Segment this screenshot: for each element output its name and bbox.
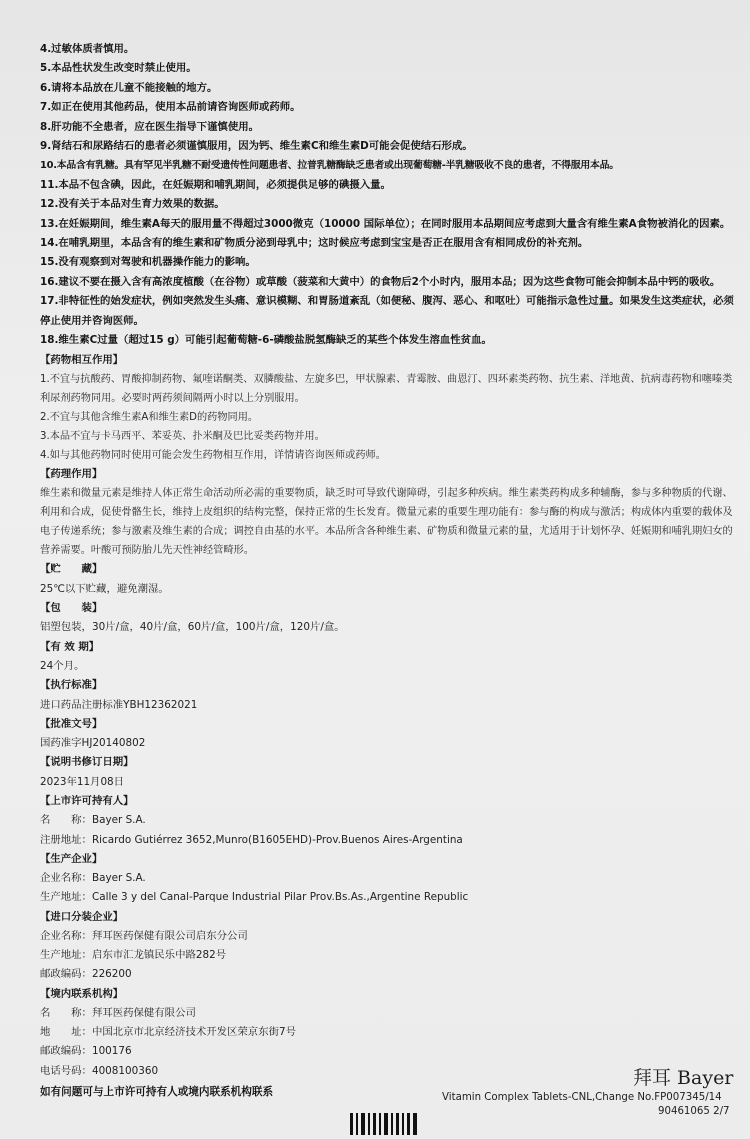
section-heading: 【上市许可持有人】 [40,794,134,807]
leaflet-content [40,40,745,1102]
storage-section [40,560,745,599]
brand-mark: 拜耳 Bayer [633,1067,734,1089]
precautions-list [40,40,745,351]
manufacturer-name-row [40,869,745,888]
field-value: 226200 [91,968,132,981]
field-label: 名 称： [40,814,92,827]
precaution-item: 12.没有关于本品对生育力效果的数据。 [40,198,225,211]
section-heading: 【有 效 期】 [40,640,100,653]
field-value: 拜耳医药保健有限公司启东分公司 [91,930,248,942]
section-heading: 【药理作用】 [40,467,103,480]
precaution-item: 11.本品不包含碘，因此，在妊娠期和哺乳期间，必须提供足够的碘摄入量。 [40,178,391,191]
section-heading: 【境内联系机构】 [40,987,124,1000]
pharmacology-text: 维生素和微量元素是维持人体正常生命活动所必需的重要物质，缺乏时可导致代谢障碍，引起多种疾病。维生素类药构成多种辅酶，参与多种物质的代谢、利用和合成，促使骨骼生长，维持上皮组织的结构完整，保持正常的生长发育。微量元素的重要生理功能有：参与酶的构成与激活；构成体内重要的载体及电子传递系统；参与激素及维生素的合成；调控自由基的水平。本品所含各种维生素、矿物质和微量元素的量，尤适用于计划怀孕、妊娠期和哺乳期妇女的营养需要。叶酸可预防胎儿先天性神经管畸形。 [40,488,733,557]
section-heading: 【生产企业】 [40,852,103,865]
document-number: 90461065 2/7 [658,1106,730,1117]
importer-section [40,908,745,985]
section-heading: 【批准文号】 [40,717,103,730]
field-label: 名 称： [40,1007,92,1020]
package-section [40,599,745,638]
importer-name-row [40,927,745,946]
precaution-item: 18.维生素C过量（超过15 g）可能引起葡萄糖-6-磷酸盐脱氢酶缺乏的某些个体发生溶血性贫血。 [40,334,492,347]
field-label: 注册地址： [40,833,92,846]
interactions-section [40,351,745,465]
section-heading: 【执行标准】 [40,679,103,692]
approval-section [40,715,745,754]
field-value: 启东市汇龙镇民乐中路282号 [91,949,227,962]
field-value: Bayer S.A. [91,872,146,885]
revision-value: 2023年11月08日 [40,775,125,788]
precaution-item: 9.肾结石和尿路结石的患者必须谨慎服用，因为钙、维生素C和维生素D可能会促使结石形成。 [40,140,473,153]
manufacturer-address-row [40,888,745,907]
precaution-item: 4.过敏体质者慎用。 [40,43,135,55]
section-heading: 【说明书修订日期】 [40,756,134,769]
storage-value: 25℃以下贮藏，避免潮湿。 [40,582,169,595]
section-heading: 【包 装】 [40,601,103,614]
field-value: 4008100360 [91,1064,159,1077]
mah-section [40,792,745,850]
field-value: Bayer S.A. [91,814,146,827]
manufacturer-section [40,850,745,908]
field-label: 生产地址： [40,891,92,904]
field-value: Calle 3 y del Canal-Parque Industrial Pilar Prov.Bs.As.,Argentine Republic [91,891,469,904]
interaction-item: 1.不宜与抗酸药、胃酸抑制药物、氟喹诺酮类、双膦酸盐、左旋多巴，甲状腺素、青霉胺、曲恩汀、四环素类药物、抗生素、洋地黄、抗病毒药物和噻嗪类利尿剂药物同用。必要时两药须间隔两小时以上分别服用。 [40,373,733,404]
section-heading: 【进口分装企业】 [40,910,124,923]
importer-zip-row [40,965,745,984]
pharmacology-section [40,465,745,560]
section-heading: 【药物相互作用】 [40,353,124,366]
field-value: 100176 [91,1045,132,1058]
approval-value: 国药准字HJ20140802 [40,737,146,750]
change-code: Vitamin Complex Tablets-CNL,Change No.FP007345/14 [442,1092,722,1103]
section-heading: 【贮 藏】 [40,563,103,576]
precaution-item: 13.在妊娠期间，维生素A每天的服用量不得超过3000微克（10000 国际单位）；在同时服用本品期间应考虑到大量含有维生素A食物被消化的因素。 [40,217,731,230]
validity-section [40,638,745,677]
mah-name-row [40,811,745,830]
standard-value: 进口药品注册标准YBH12362021 [40,698,198,711]
precaution-item: 14.在哺乳期里，本品含有的维生素和矿物质分泌到母乳中；这时候应考虑到宝宝是否正在服用含有相同成份的补充剂。 [40,237,589,250]
precaution-item: 16.建议不要在摄入含有高浓度植酸（在谷物）或草酸（菠菜和大黄中）的食物后2个小时内，服用本品；因为这些食物可能会抑制本品中钙的吸收。 [40,275,721,288]
field-value: Ricardo Gutiérrez 3652,Munro(B1605EHD)-Prov.Buenos Aires-Argentina [91,833,463,846]
contact-zip-row [40,1042,745,1061]
field-label: 地 址： [40,1026,92,1039]
interaction-item: 3.本品不宜与卡马西平、苯妥英、扑米酮及巴比妥类药物并用。 [40,430,325,442]
precaution-item: 15.没有观察到对驾驶和机器操作能力的影响。 [40,256,256,269]
precaution-item: 6.请将本品放在儿童不能接触的地方。 [40,81,218,94]
field-label: 邮政编码： [40,1045,92,1058]
package-value: 铝塑包装，30片/盒，40片/盒，60片/盒，100片/盒，120片/盒。 [40,621,345,634]
field-label: 企业名称： [40,930,92,942]
standard-section [40,676,745,715]
importer-address-row [40,946,745,965]
validity-value: 24个月。 [40,659,85,672]
field-value: 中国北京市北京经济技术开发区荣京东街7号 [91,1026,296,1039]
revision-section [40,753,745,792]
field-label: 企业名称： [40,872,92,885]
barcode-icon [350,1113,422,1135]
contact-name-row [40,1004,745,1023]
field-label: 生产地址： [40,949,92,962]
field-value: 拜耳医药保健有限公司 [91,1007,196,1020]
contact-address-row [40,1023,745,1042]
mah-address-row [40,831,745,850]
field-label: 邮政编码： [40,968,92,981]
precaution-item: 7.如正在使用其他药品，使用本品前请咨询医师或药师。 [40,101,301,114]
interaction-item: 2.不宜与其他含维生素A和维生素D的药物同用。 [40,411,259,423]
precaution-item: 17.非特征性的始发症状，例如突然发生头痛、意识模糊、和胃肠道紊乱（如便秘、腹泻、恶心、和呕吐）可能指示急性过量。如果发生这类症状，必须停止使用并咨询医师。 [40,295,734,327]
field-label: 电话号码： [40,1064,92,1077]
precaution-item: 10.本品含有乳糖。具有罕见半乳糖不耐受遗传性问题患者、拉普乳糖酶缺乏患者或出现葡萄糖-半乳糖吸收不良的患者，不得服用本品。 [40,160,619,172]
precaution-item: 5.本品性状发生改变时禁止使用。 [40,62,197,75]
closing-note: 如有问题可与上市许可持有人或境内联系机构联系 [40,1085,274,1098]
interaction-item: 4.如与其他药物同时使用可能会发生药物相互作用，详情请咨询医师或药师。 [40,449,386,461]
precaution-item: 8.肝功能不全患者，应在医生指导下谨慎使用。 [40,120,259,133]
